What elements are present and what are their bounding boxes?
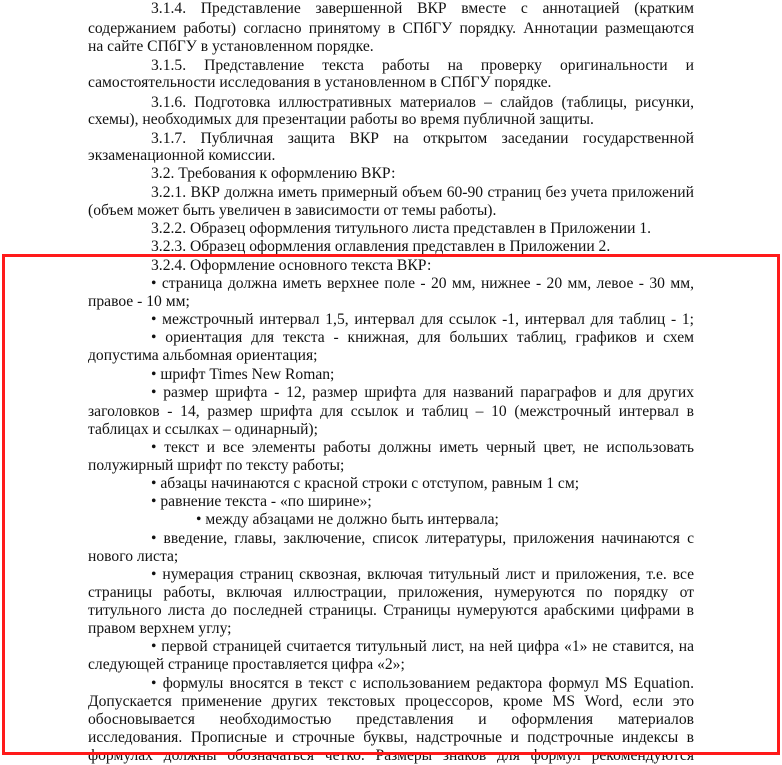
text-line: нового листа;	[88, 548, 179, 565]
text-line: полужирный шрифт по тексту работы;	[88, 457, 345, 474]
text-line: • страница должна иметь верхнее поле - 20 мм, нижнее - 20 мм, левое - 30 мм,	[151, 275, 694, 292]
text-line: • ориентация для текста - книжная, для больших таблиц, графиков и схем	[151, 329, 694, 346]
text-line: экзаменационной комиссии.	[88, 147, 276, 164]
text-line: • равнение текста - «по ширине»;	[151, 493, 372, 510]
text-line: схемы), необходимых для презентации работы во время публичной защиты.	[88, 111, 594, 128]
text-line: 3.2.2. Образец оформления титульного листа представлен в Приложении 1.	[151, 220, 652, 237]
text-line: 3.2.4. Оформление основного текста ВКР:	[151, 257, 432, 274]
text-line: • абзацы начинаются с красной строки с отступом, равным 1 см;	[151, 475, 580, 492]
text-line: (объем может быть увеличен в зависимости от темы работы).	[88, 202, 497, 219]
text-line: следующей странице проставляется цифра «2»;	[88, 656, 405, 673]
text-line: • введение, главы, заключение, список литературы, приложения начинаются с	[151, 530, 694, 547]
text-line: 3.1.5. Представление текста работы на проверку оригинальности и	[151, 57, 694, 74]
text-line: содержанием работы) согласно принятому в СПбГУ порядку. Аннотации размещаются	[88, 20, 694, 37]
text-line: 3.2. Требования к оформлению ВКР:	[151, 165, 396, 182]
text-line: • первой страницей считается титульный лист, на ней цифра «1» не ставится, на	[151, 638, 694, 655]
text-line: • межстрочный интервал 1,5, интервал для ссылок -1, интервал для таблиц - 1;	[151, 311, 694, 328]
text-line: 3.1.6. Подготовка иллюстративных материалов – слайдов (таблицы, рисунки,	[151, 94, 694, 111]
text-line: • формулы вносятся в текст с использованием редактора формул MS Equation.	[151, 675, 694, 692]
text-line: 3.2.3. Образец оформления оглавления представлен в Приложении 2.	[151, 238, 611, 255]
text-line: самостоятельности исследования в установленном в СПбГУ порядке.	[88, 74, 552, 91]
text-line: формулах должны обозначаться четко. Размеры знаков для формул рекомендуются	[88, 747, 694, 764]
text-line: Допускается применение других текстовых процессоров, кроме MS Word, если это	[88, 693, 694, 710]
text-line: обосновывается необходимостью представления и оформления материалов	[88, 711, 694, 728]
text-line: 3.1.7. Публичная защита ВКР на открытом заседании государственной	[151, 130, 694, 147]
text-line: титульного листа до последней страницы. Страницы нумеруются арабскими цифрами в	[88, 602, 694, 619]
text-line: 3.2.1. ВКР должна иметь примерный объем 60-90 страниц без учета приложений	[151, 184, 694, 201]
text-line: правом верхнем углу;	[88, 620, 232, 637]
text-line: на сайте СПбГУ в установленном порядке.	[88, 38, 374, 55]
text-line: • текст и все элементы работы должны иметь черный цвет, не использовать	[151, 439, 694, 456]
text-line: • нумерация страниц сквозная, включая титульный лист и приложения, т.е. все	[151, 566, 694, 583]
text-line: таблицах и ссылках – одинарный);	[88, 421, 318, 438]
text-line: заголовков - 14, размер шрифта для ссылок и таблиц – 10 (межстрочный интервал в	[88, 403, 694, 420]
text-line: исследования. Прописные и строчные буквы, надстрочные и подстрочные индексы в	[88, 729, 694, 746]
text-line: 3.1.4. Представление завершенной ВКР вместе с аннотацией (кратким	[151, 0, 694, 17]
text-line: правое - 10 мм;	[88, 293, 190, 310]
text-line: допустима альбомная ориентация;	[88, 347, 318, 364]
text-line: • шрифт Times New Roman;	[151, 366, 335, 383]
text-line: страницы работы, включая иллюстрации, приложения, нумеруются по порядку от	[88, 584, 694, 601]
text-line: • размер шрифта - 12, размер шрифта для названий параграфов и для других	[151, 384, 694, 401]
text-line: • между абзацами не должно быть интервала;	[196, 511, 499, 528]
